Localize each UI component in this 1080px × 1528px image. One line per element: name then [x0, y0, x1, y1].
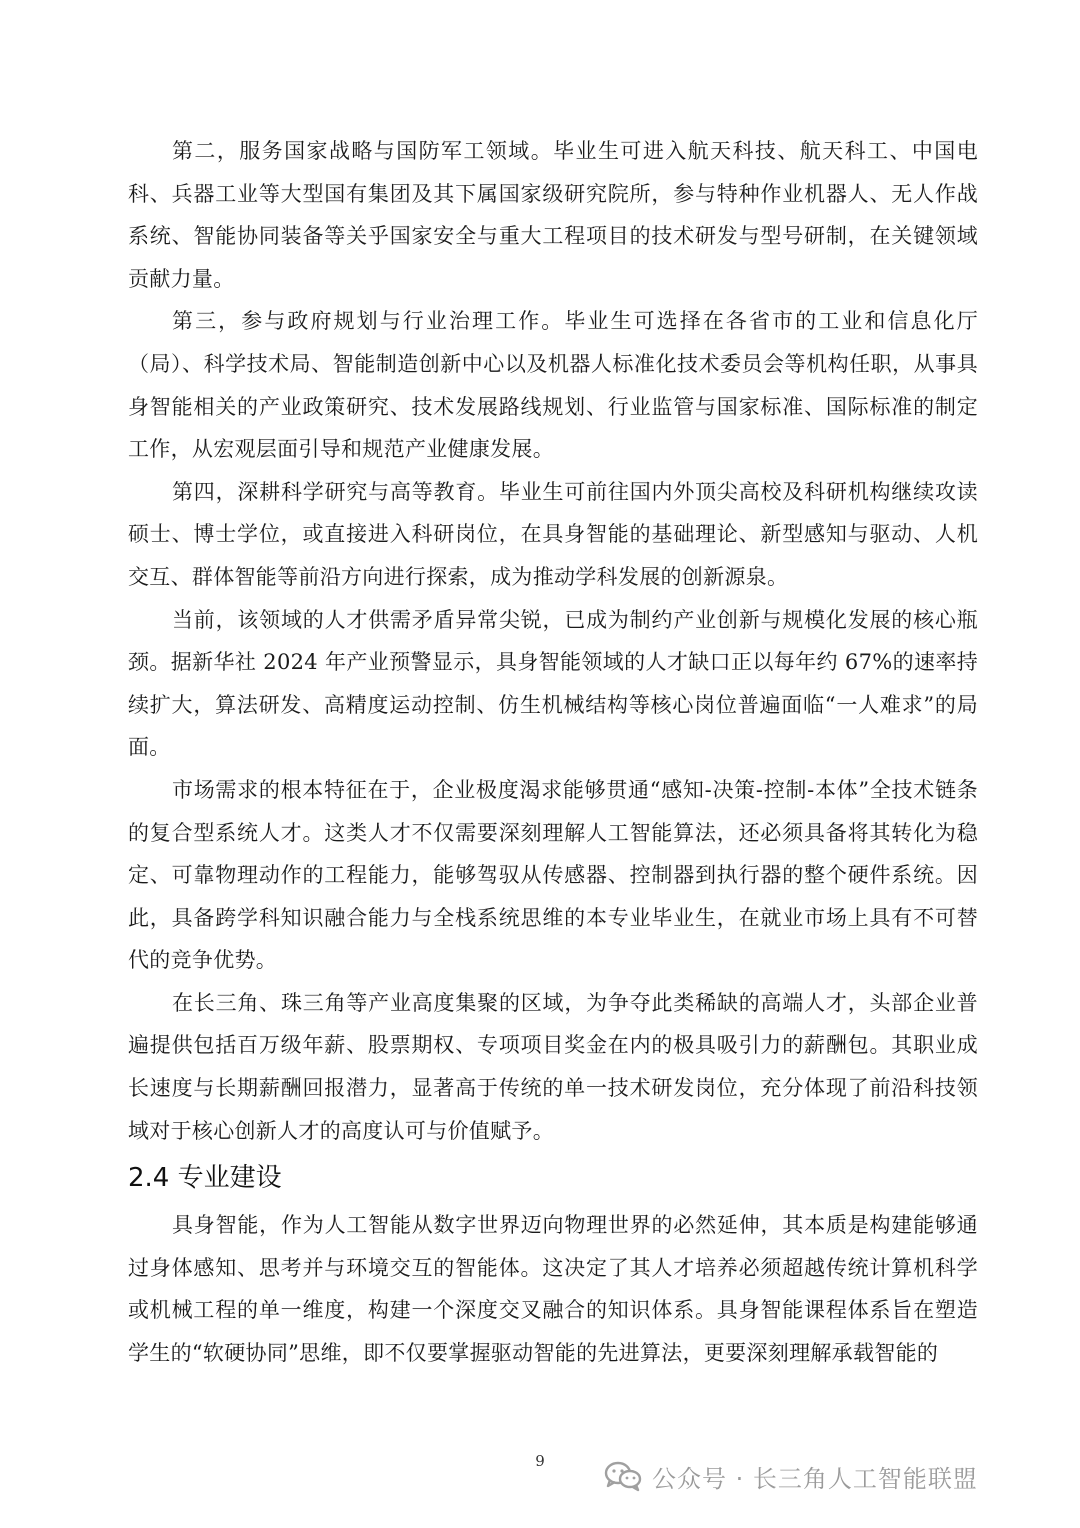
page-number: 9 [535, 1452, 545, 1470]
watermark-text: 公众号 · 长三角人工智能联盟 [652, 1464, 978, 1493]
wechat-icon [604, 1460, 642, 1492]
document-body [128, 130, 978, 1375]
section-heading: 2.4 专业建设 [128, 1163, 282, 1194]
paragraph-5: 市场需求的根本特征在于，企业极度渴求能够贯通“感知-决策-控制-本体”全技术链条的复合型系统人才。这类人才不仅需要深刻理解人工智能算法，还必须具备将其转化为稳定、可靠物理动作的工程能力，能够驾驭从传感器、控制器到执行器的整个硬件系统。因此，具备跨学科知识融合能力与全栈系统思维的本专业毕业生，在就业市场上具有不可替代的竞争优势。 [128, 777, 978, 973]
paragraph-6: 在长三角、珠三角等产业高度集聚的区域，为争夺此类稀缺的高端人才，头部企业普遍提供包括百万级年薪、股票期权、专项项目奖金在内的极具吸引力的薪酬包。其职业成长速度与长期薪酬回报潜力，显著高于传统的单一技术研发岗位，充分体现了前沿科技领域对于核心创新人才的高度认可与价值赋予。 [128, 990, 978, 1143]
paragraph-3: 第四，深耕科学研究与高等教育。毕业生可前往国内外顶尖高校及科研机构继续攻读硕士、博士学位，或直接进入科研岗位，在具身智能的基础理论、新型感知与驱动、人机交互、群体智能等前沿方向进行探索，成为推动学科发展的创新源泉。 [128, 479, 978, 589]
section-paragraph-1: 具身智能，作为人工智能从数字世界迈向物理世界的必然延伸，其本质是构建能够通过身体感知、思考并与环境交互的智能体。这决定了其人才培养必须超越传统计算机科学或机械工程的单一维度，构建一个深度交叉融合的知识体系。具身智能课程体系旨在塑造学生的“软硬协同”思维，即不仅要掌握驱动智能的先进算法，更要深刻理解承载智能的 [128, 1213, 978, 1366]
paragraph-2: 第三，参与政府规划与行业治理工作。毕业生可选择在各省市的工业和信息化厅（局）、科学技术局、智能制造创新中心以及机器人标准化技术委员会等机构任职，从事具身智能相关的产业政策研究、技术发展路线规划、行业监管与国家标准、国际标准的制定工作，从宏观层面引导和规范产业健康发展。 [128, 309, 978, 462]
paragraph-4: 当前，该领域的人才供需矛盾异常尖锐，已成为制约产业创新与规模化发展的核心瓶颈。据新华社 2024 年产业预警显示，具身智能领域的人才缺口正以每年约 67%的速率持续扩大，算法研发、高精度运动控制、仿生机械结构等核心岗位普遍面临“一人难求”的局面。 [128, 607, 978, 760]
watermark [604, 1456, 978, 1496]
paragraph-1: 第二，服务国家战略与国防军工领域。毕业生可进入航天科技、航天科工、中国电科、兵器工业等大型国有集团及其下属国家级研究院所，参与特种作业机器人、无人作战系统、智能协同装备等关乎国家安全与重大工程项目的技术研发与型号研制，在关键领域贡献力量。 [128, 139, 978, 291]
